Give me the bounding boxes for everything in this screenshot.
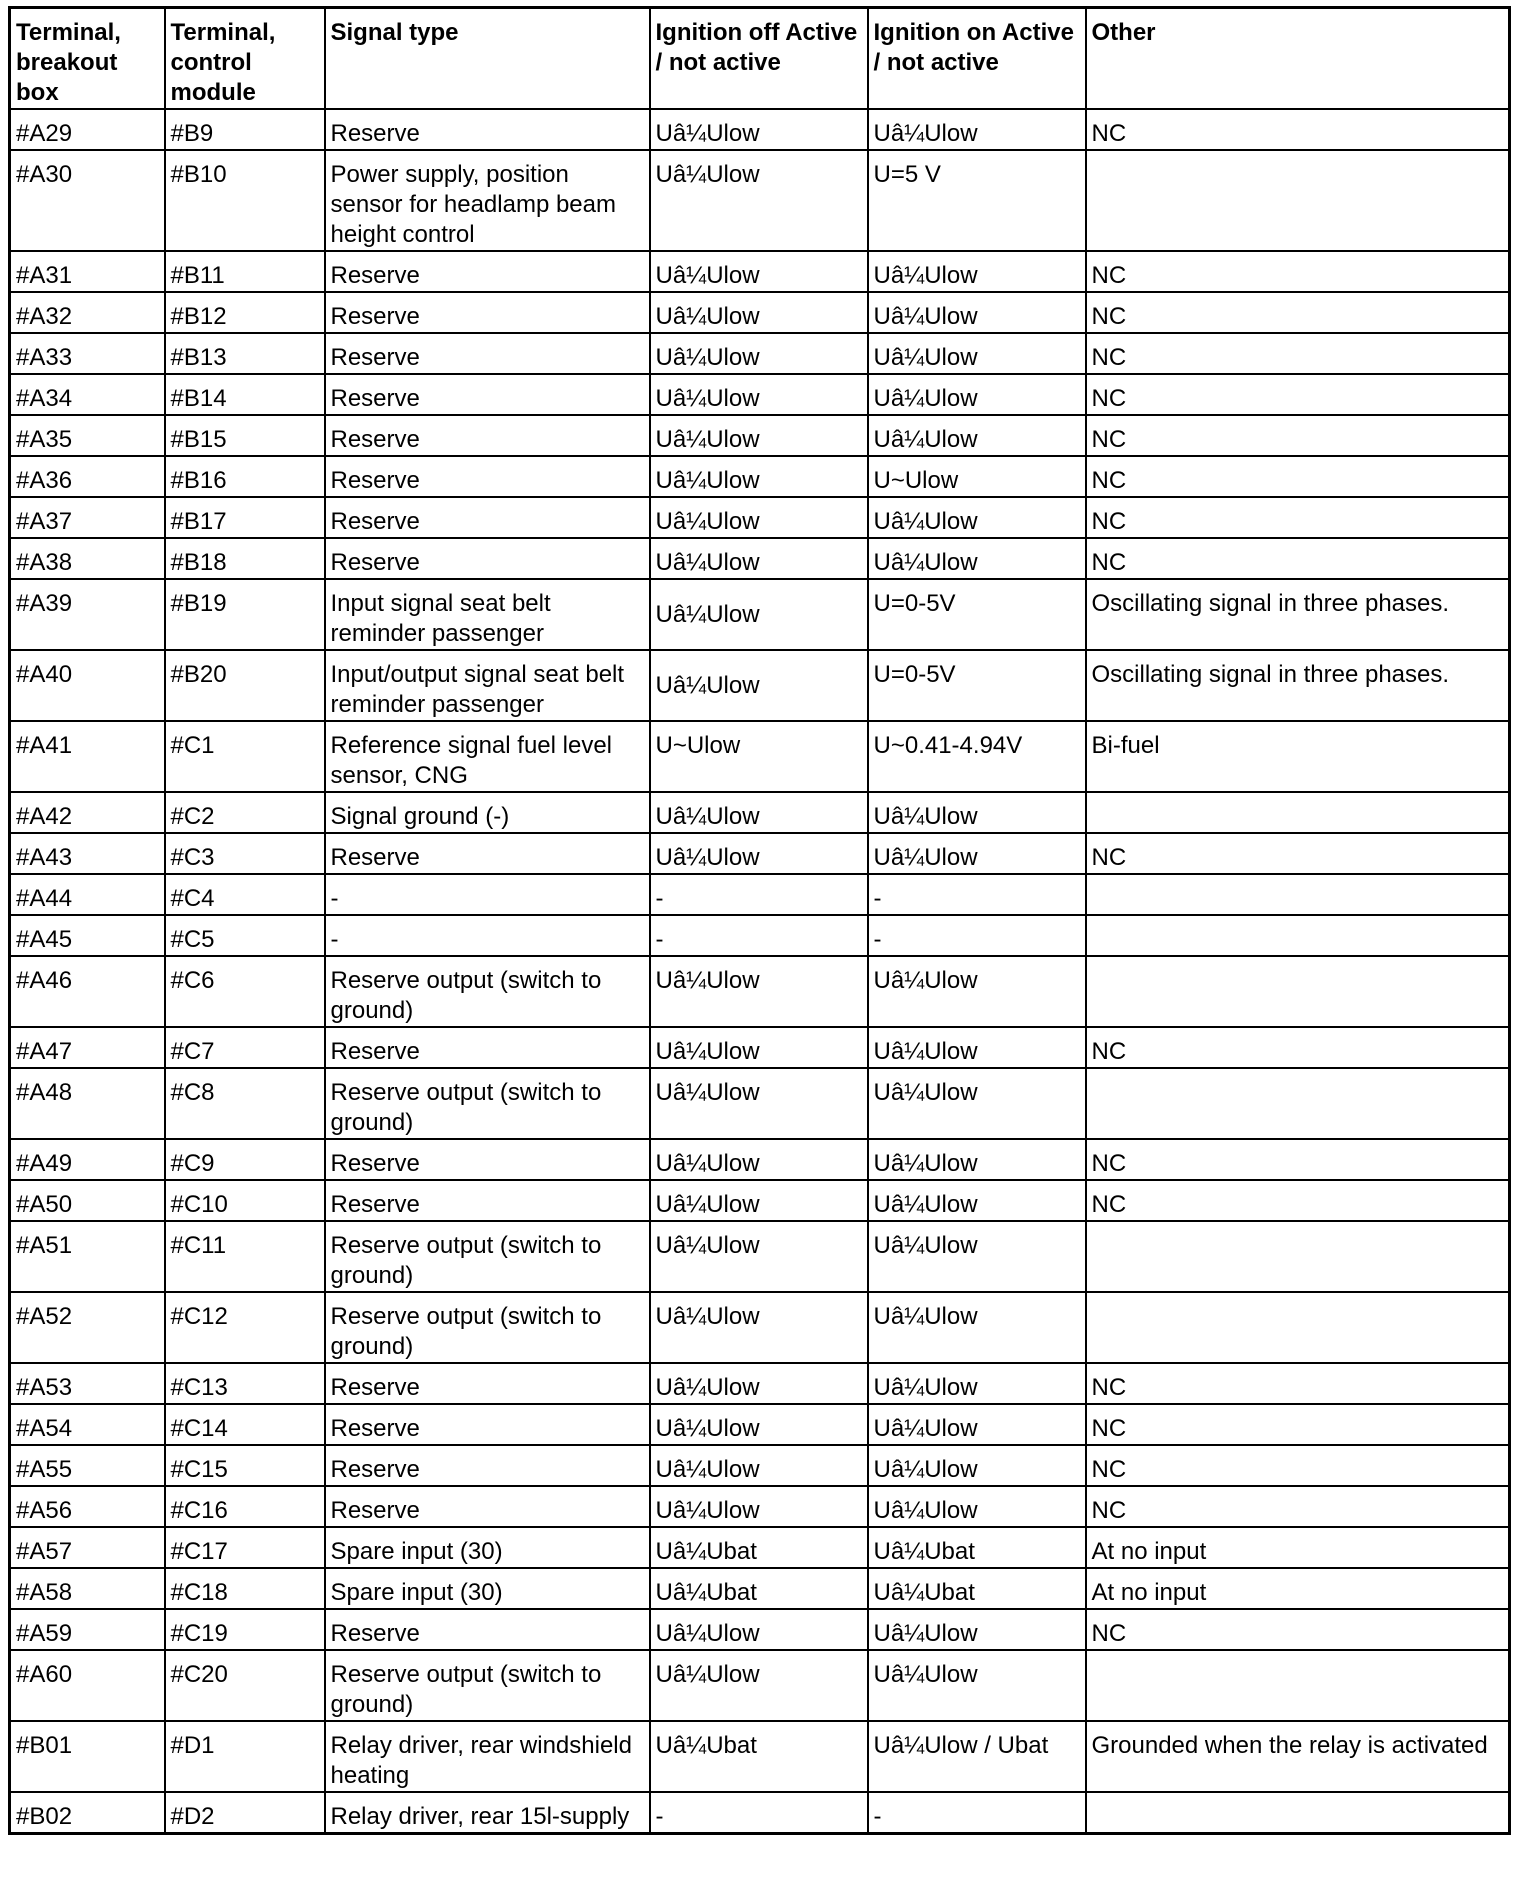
ignition-on-cell: Uâ¼Ulow / Ubat (868, 1721, 1086, 1792)
terminal-breakout-box-cell: #A57 (10, 1527, 165, 1568)
table-row (10, 1486, 1510, 1527)
other-cell: NC (1086, 1139, 1510, 1180)
other-cell: Bi-fuel (1086, 721, 1510, 792)
signal-type-cell: Relay driver, rear windshield heating (325, 1721, 650, 1792)
table-row (10, 251, 1510, 292)
signal-type-cell: Input signal seat belt reminder passenger (325, 579, 650, 650)
other-cell: NC (1086, 109, 1510, 150)
signal-type-cell: Reserve (325, 292, 650, 333)
other-cell (1086, 1792, 1510, 1834)
signal-type-cell: Reserve output (switch to ground) (325, 1650, 650, 1721)
signal-type-cell: Relay driver, rear 15l-supply (325, 1792, 650, 1834)
table-row (10, 1792, 1510, 1834)
other-cell (1086, 150, 1510, 251)
signal-type-cell: Reserve (325, 251, 650, 292)
ignition-off-cell: Uâ¼Ulow (650, 792, 868, 833)
ignition-off-cell: Uâ¼Ulow (650, 1363, 868, 1404)
other-cell: NC (1086, 1027, 1510, 1068)
table-row (10, 497, 1510, 538)
terminal-control-module-cell: #C7 (165, 1027, 325, 1068)
ignition-on-cell: Uâ¼Ulow (868, 1486, 1086, 1527)
terminal-control-module-cell: #B19 (165, 579, 325, 650)
table-row (10, 1568, 1510, 1609)
ignition-on-cell: Uâ¼Ulow (868, 333, 1086, 374)
ignition-on-cell: Uâ¼Ulow (868, 1068, 1086, 1139)
signal-type-cell: Reserve (325, 109, 650, 150)
other-cell (1086, 1292, 1510, 1363)
ignition-off-cell: Uâ¼Ulow (650, 1404, 868, 1445)
other-cell: NC (1086, 415, 1510, 456)
terminal-breakout-box-cell: #A31 (10, 251, 165, 292)
table-row (10, 1139, 1510, 1180)
ignition-off-cell: Uâ¼Ulow (650, 150, 868, 251)
other-cell (1086, 874, 1510, 915)
terminal-breakout-box-cell: #A45 (10, 915, 165, 956)
table-row (10, 109, 1510, 150)
terminal-control-module-cell: #C3 (165, 833, 325, 874)
ignition-on-cell: Uâ¼Ulow (868, 1139, 1086, 1180)
ignition-on-cell: U~0.41-4.94V (868, 721, 1086, 792)
other-cell: NC (1086, 292, 1510, 333)
ignition-on-cell: Uâ¼Ulow (868, 415, 1086, 456)
terminal-breakout-box-cell: #A44 (10, 874, 165, 915)
terminal-breakout-box-cell: #A35 (10, 415, 165, 456)
terminal-breakout-box-cell: #A33 (10, 333, 165, 374)
ignition-on-cell: Uâ¼Ulow (868, 251, 1086, 292)
ignition-off-cell: Uâ¼Ulow (650, 1292, 868, 1363)
terminal-breakout-box-cell: #A32 (10, 292, 165, 333)
terminal-breakout-box-cell: #A50 (10, 1180, 165, 1221)
terminal-breakout-box-cell: #A36 (10, 456, 165, 497)
table-row (10, 1721, 1510, 1792)
ignition-on-cell: U=0-5V (868, 579, 1086, 650)
terminal-control-module-cell: #B9 (165, 109, 325, 150)
terminal-breakout-box-cell: #A30 (10, 150, 165, 251)
table-row (10, 1404, 1510, 1445)
table-row (10, 650, 1510, 721)
other-cell (1086, 915, 1510, 956)
terminal-control-module-cell: #C6 (165, 956, 325, 1027)
table-row (10, 1068, 1510, 1139)
terminal-control-module-cell: #B13 (165, 333, 325, 374)
ignition-off-cell: Uâ¼Ulow (650, 1221, 868, 1292)
terminal-breakout-box-cell: #A40 (10, 650, 165, 721)
signal-type-cell: Reserve (325, 333, 650, 374)
ignition-off-cell: Uâ¼Ulow (650, 1486, 868, 1527)
terminal-breakout-box-cell: #A54 (10, 1404, 165, 1445)
terminal-control-module-cell: #C11 (165, 1221, 325, 1292)
table-row (10, 1609, 1510, 1650)
terminal-breakout-box-cell: #A41 (10, 721, 165, 792)
ignition-on-cell: Uâ¼Ulow (868, 292, 1086, 333)
signal-type-cell: Reserve output (switch to ground) (325, 1068, 650, 1139)
terminal-breakout-box-cell: #A56 (10, 1486, 165, 1527)
terminal-control-module-cell: #C13 (165, 1363, 325, 1404)
ignition-on-cell: Uâ¼Ulow (868, 109, 1086, 150)
ignition-on-cell: - (868, 1792, 1086, 1834)
signal-type-cell: Reserve (325, 1139, 650, 1180)
terminal-breakout-box-cell: #A49 (10, 1139, 165, 1180)
terminal-breakout-box-cell: #A58 (10, 1568, 165, 1609)
ignition-off-cell: Uâ¼Ulow (650, 374, 868, 415)
other-cell: NC (1086, 1486, 1510, 1527)
terminal-table (8, 6, 1511, 1835)
signal-type-cell: Reserve (325, 833, 650, 874)
ignition-off-cell: - (650, 874, 868, 915)
other-cell (1086, 1221, 1510, 1292)
ignition-off-cell: Uâ¼Ulow (650, 456, 868, 497)
ignition-off-cell: Uâ¼Ulow (650, 956, 868, 1027)
signal-type-cell: Reserve output (switch to ground) (325, 1292, 650, 1363)
ignition-on-cell: Uâ¼Ulow (868, 1363, 1086, 1404)
signal-type-cell: Reserve output (switch to ground) (325, 1221, 650, 1292)
terminal-breakout-box-cell: #A29 (10, 109, 165, 150)
ignition-off-cell: Uâ¼Ulow (650, 1180, 868, 1221)
header-terminal-control-module: Terminal, control module (165, 8, 325, 110)
terminal-breakout-box-cell: #A48 (10, 1068, 165, 1139)
other-cell: NC (1086, 1445, 1510, 1486)
header-row (10, 8, 1510, 110)
ignition-off-cell: Uâ¼Ubat (650, 1568, 868, 1609)
ignition-off-cell: Uâ¼Ulow (650, 1068, 868, 1139)
ignition-off-cell: U~Ulow (650, 721, 868, 792)
ignition-on-cell: Uâ¼Ulow (868, 1445, 1086, 1486)
ignition-on-cell: U=5 V (868, 150, 1086, 251)
ignition-off-cell: Uâ¼Ubat (650, 1527, 868, 1568)
signal-type-cell: Spare input (30) (325, 1568, 650, 1609)
ignition-off-cell: Uâ¼Ulow (650, 538, 868, 579)
signal-type-cell: Reserve (325, 456, 650, 497)
ignition-off-cell: Uâ¼Ulow (650, 333, 868, 374)
terminal-breakout-box-cell: #A38 (10, 538, 165, 579)
table-row (10, 1180, 1510, 1221)
other-cell (1086, 792, 1510, 833)
ignition-on-cell: Uâ¼Ulow (868, 1609, 1086, 1650)
ignition-on-cell: Uâ¼Ulow (868, 1292, 1086, 1363)
terminal-breakout-box-cell: #A53 (10, 1363, 165, 1404)
table-row (10, 1527, 1510, 1568)
terminal-breakout-box-cell: #A46 (10, 956, 165, 1027)
signal-type-cell: Input/output signal seat belt reminder passenger (325, 650, 650, 721)
terminal-control-module-cell: #B14 (165, 374, 325, 415)
signal-type-cell: Signal ground (-) (325, 792, 650, 833)
table-row (10, 1650, 1510, 1721)
table-row (10, 456, 1510, 497)
terminal-breakout-box-cell: #A51 (10, 1221, 165, 1292)
header-other: Other (1086, 8, 1510, 110)
terminal-breakout-box-cell: #A39 (10, 579, 165, 650)
header-ignition-off: Ignition off Active / not active (650, 8, 868, 110)
other-cell: At no input (1086, 1568, 1510, 1609)
table-row (10, 833, 1510, 874)
signal-type-cell: - (325, 915, 650, 956)
terminal-control-module-cell: #C19 (165, 1609, 325, 1650)
ignition-off-cell: Uâ¼Ulow (650, 1139, 868, 1180)
ignition-off-cell: Uâ¼Ulow (650, 1445, 868, 1486)
ignition-off-cell: Uâ¼Ulow (650, 415, 868, 456)
terminal-breakout-box-cell: #A55 (10, 1445, 165, 1486)
ignition-off-cell: Uâ¼Ulow (650, 1650, 868, 1721)
table-row (10, 292, 1510, 333)
header-signal-type: Signal type (325, 8, 650, 110)
other-cell: NC (1086, 251, 1510, 292)
other-cell (1086, 956, 1510, 1027)
terminal-control-module-cell: #D2 (165, 1792, 325, 1834)
terminal-control-module-cell: #C16 (165, 1486, 325, 1527)
other-cell (1086, 1068, 1510, 1139)
ignition-on-cell: Uâ¼Ulow (868, 1650, 1086, 1721)
table-row (10, 1445, 1510, 1486)
terminal-control-module-cell: #B17 (165, 497, 325, 538)
terminal-control-module-cell: #C2 (165, 792, 325, 833)
terminal-control-module-cell: #C14 (165, 1404, 325, 1445)
terminal-control-module-cell: #C20 (165, 1650, 325, 1721)
table-row (10, 1027, 1510, 1068)
terminal-breakout-box-cell: #A43 (10, 833, 165, 874)
table-row (10, 874, 1510, 915)
signal-type-cell: Reserve (325, 374, 650, 415)
signal-type-cell: Spare input (30) (325, 1527, 650, 1568)
table-row (10, 579, 1510, 650)
terminal-control-module-cell: #B10 (165, 150, 325, 251)
signal-type-cell: Reserve (325, 1609, 650, 1650)
ignition-on-cell: Uâ¼Ulow (868, 956, 1086, 1027)
terminal-control-module-cell: #C1 (165, 721, 325, 792)
terminal-control-module-cell: #C18 (165, 1568, 325, 1609)
ignition-on-cell: U~Ulow (868, 456, 1086, 497)
ignition-off-cell: Uâ¼Ulow (650, 833, 868, 874)
ignition-on-cell: Uâ¼Ulow (868, 1180, 1086, 1221)
signal-type-cell: - (325, 874, 650, 915)
signal-type-cell: Reference signal fuel level sensor, CNG (325, 721, 650, 792)
terminal-control-module-cell: #C10 (165, 1180, 325, 1221)
ignition-off-cell: Uâ¼Ulow (650, 109, 868, 150)
ignition-on-cell: Uâ¼Ulow (868, 1221, 1086, 1292)
terminal-control-module-cell: #C5 (165, 915, 325, 956)
terminal-control-module-cell: #B12 (165, 292, 325, 333)
ignition-on-cell: Uâ¼Ulow (868, 1027, 1086, 1068)
terminal-control-module-cell: #B11 (165, 251, 325, 292)
terminal-control-module-cell: #B20 (165, 650, 325, 721)
terminal-control-module-cell: #C15 (165, 1445, 325, 1486)
terminal-control-module-cell: #B16 (165, 456, 325, 497)
table-row (10, 374, 1510, 415)
terminal-breakout-box-cell: #A47 (10, 1027, 165, 1068)
terminal-control-module-cell: #C9 (165, 1139, 325, 1180)
terminal-breakout-box-cell: #A59 (10, 1609, 165, 1650)
ignition-on-cell: Uâ¼Ubat (868, 1527, 1086, 1568)
terminal-breakout-box-cell: #A60 (10, 1650, 165, 1721)
other-cell: NC (1086, 1180, 1510, 1221)
ignition-on-cell: Uâ¼Ulow (868, 1404, 1086, 1445)
table-row (10, 915, 1510, 956)
other-cell: Oscillating signal in three phases. (1086, 579, 1510, 650)
ignition-on-cell: U=0-5V (868, 650, 1086, 721)
table-row (10, 333, 1510, 374)
table-row (10, 792, 1510, 833)
signal-type-cell: Reserve (325, 1486, 650, 1527)
table-body (10, 109, 1510, 1834)
ignition-on-cell: Uâ¼Ulow (868, 497, 1086, 538)
terminal-control-module-cell: #B18 (165, 538, 325, 579)
terminal-control-module-cell: #C4 (165, 874, 325, 915)
ignition-off-cell: Uâ¼Ulow (650, 292, 868, 333)
other-cell: NC (1086, 497, 1510, 538)
other-cell: Grounded when the relay is activated (1086, 1721, 1510, 1792)
table-row (10, 721, 1510, 792)
ignition-on-cell: Uâ¼Ulow (868, 792, 1086, 833)
ignition-on-cell: Uâ¼Ulow (868, 374, 1086, 415)
table-row (10, 150, 1510, 251)
ignition-off-cell: Uâ¼Ulow (650, 1609, 868, 1650)
other-cell: Oscillating signal in three phases. (1086, 650, 1510, 721)
ignition-off-cell: Uâ¼Ulow (650, 650, 868, 721)
ignition-on-cell: Uâ¼Ulow (868, 833, 1086, 874)
ignition-on-cell: Uâ¼Ubat (868, 1568, 1086, 1609)
ignition-off-cell: Uâ¼Ubat (650, 1721, 868, 1792)
ignition-off-cell: Uâ¼Ulow (650, 497, 868, 538)
terminal-breakout-box-cell: #A37 (10, 497, 165, 538)
signal-type-cell: Reserve (325, 538, 650, 579)
other-cell: NC (1086, 456, 1510, 497)
other-cell: NC (1086, 1363, 1510, 1404)
terminal-control-module-cell: #C8 (165, 1068, 325, 1139)
other-cell: NC (1086, 1404, 1510, 1445)
header-ignition-on: Ignition on Active / not active (868, 8, 1086, 110)
signal-type-cell: Reserve (325, 497, 650, 538)
signal-type-cell: Reserve (325, 1363, 650, 1404)
signal-type-cell: Power supply, position sensor for headlamp beam height control (325, 150, 650, 251)
signal-type-cell: Reserve (325, 1180, 650, 1221)
terminal-control-module-cell: #D1 (165, 1721, 325, 1792)
other-cell: At no input (1086, 1527, 1510, 1568)
ignition-off-cell: Uâ¼Ulow (650, 251, 868, 292)
ignition-on-cell: Uâ¼Ulow (868, 538, 1086, 579)
signal-type-cell: Reserve (325, 1027, 650, 1068)
header-terminal-breakout-box: Terminal, breakout box (10, 8, 165, 110)
signal-type-cell: Reserve (325, 415, 650, 456)
other-cell: NC (1086, 333, 1510, 374)
other-cell (1086, 1650, 1510, 1721)
signal-type-cell: Reserve output (switch to ground) (325, 956, 650, 1027)
terminal-breakout-box-cell: #A42 (10, 792, 165, 833)
other-cell: NC (1086, 374, 1510, 415)
ignition-off-cell: - (650, 915, 868, 956)
terminal-breakout-box-cell: #A52 (10, 1292, 165, 1363)
ignition-off-cell: Uâ¼Ulow (650, 1027, 868, 1068)
table-row (10, 415, 1510, 456)
other-cell: NC (1086, 833, 1510, 874)
table-row (10, 1221, 1510, 1292)
table-row (10, 1292, 1510, 1363)
signal-type-cell: Reserve (325, 1404, 650, 1445)
terminal-breakout-box-cell: #A34 (10, 374, 165, 415)
ignition-on-cell: - (868, 874, 1086, 915)
table-row (10, 1363, 1510, 1404)
signal-type-cell: Reserve (325, 1445, 650, 1486)
terminal-control-module-cell: #B15 (165, 415, 325, 456)
ignition-off-cell: Uâ¼Ulow (650, 579, 868, 650)
terminal-breakout-box-cell: #B01 (10, 1721, 165, 1792)
terminal-breakout-box-cell: #B02 (10, 1792, 165, 1834)
table-row (10, 956, 1510, 1027)
other-cell: NC (1086, 538, 1510, 579)
terminal-control-module-cell: #C17 (165, 1527, 325, 1568)
table-row (10, 538, 1510, 579)
other-cell: NC (1086, 1609, 1510, 1650)
ignition-on-cell: - (868, 915, 1086, 956)
ignition-off-cell: - (650, 1792, 868, 1834)
terminal-control-module-cell: #C12 (165, 1292, 325, 1363)
